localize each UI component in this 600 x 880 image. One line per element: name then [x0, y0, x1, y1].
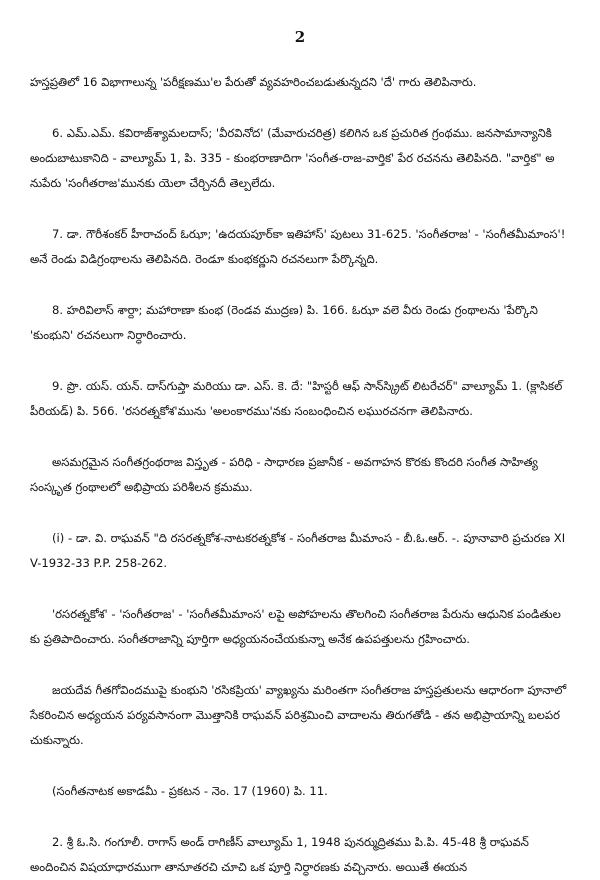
paragraph-ganguly: 2. శ్రీ ఓ.సి. గంగూలీ. రాగాస్ అండ్ రాగిణీస్ వాల్యూమ్ 1, 1948 పునర్ముద్రితము పి.పి. 45-48 శ్రీ రాఘవన్ అందించిన విషయాధారముగా తానూతరచి చూచి ఒక పూర్తి నిర్ధారణకు వచ్చినారు. అయితే ఈయన [30, 835, 529, 874]
paragraph-raghavan-ref: (i) - డా. వి. రాఘవన్ "ది రసరత్నకోశ-నాటకరత్నకోశ - సంగీతరాజ మీమాంస - బీ.ఓ.ఆర్. -. పూనావారి ప్రచురణ XIV-1932-33 P.P. 258-262. [30, 531, 566, 570]
paragraph-source-7: 7. డా. గౌరీశంకర్ హీరాచంద్ ఓఝా; 'ఉదయపూర్‌కా ఇతిహాస్' పుటలు 31-625. 'సంగీతరాజ' - 'సంగీతమీమాంస'! అనే రెండు విడిగ్రంథాలను తెలిపినది. రెండూ కుంభకర్ణుని రచనలుగా పేర్కొన్నది. [30, 227, 566, 266]
paragraph-raghavan-thesis: 'రసరత్నకోశ' - 'సంగీతరాజ' - 'సంగీతమీమాంస' లపై అపోహలను తొలగించి సంగీతరాజ పేరును ఆధునిక పండితులకు ప్రతిపాదించారు. సంగీతరాజాన్ని పూర్తిగా అధ్యయనంచేయకున్నా అనేక ఉపపత్తులను గ్రహించారు. [30, 607, 561, 646]
paragraph-source-6: 6. ఎమ్.ఎమ్. కవిరాజ్‌శ్యామలదాస్; 'వీరవినోద' (మేవారుచరిత్ర) కలిగిన ఒక ప్రచురిత గ్రంథము. జనసామాన్యానికి అందుబాటుకానిది - వాల్యూమ్ 1, పి. 335 - కుంభరాణాదిగా 'సంగీత-రాజ-వార్తిక' పేర రచనను తెలిపినది. "వార్తిక" అనుపేరు 'సంగీతరాజ'మునకు యెలా చేర్చినదీ తెల్పలేదు. [30, 126, 555, 190]
paragraph-akademi-ref: (సంగీతనాటక అకాడమీ - ప్రకటన - నెం. 17 (1960) పి. 11. [52, 784, 328, 798]
paragraph-intro: అసమగ్రమైన సంగీతగ్రంథరాజ విస్తృత - పరిధి - సాధారణ ప్రజానీక - అవగాహన కొరకు కొందరి సంగీత సాహిత్య సంస్కృత గ్రంథాలలో అభిప్రాయ పరిశీలన క్రమము. [30, 455, 538, 494]
page-number: 2 [294, 28, 306, 46]
paragraph-continuation: హస్తప్రతిలో 16 విభాగాలున్న 'పరీక్షణము'ల పేరుతో వ్యవహరించబడుతున్నదని 'దే' గారు తెలిపినారు. [30, 75, 477, 89]
paragraph-raghavan-study: జయదేవ గీతగోవిందముపై కుంభుని 'రసికప్రియ' వ్యాఖ్యను మరింతగా సంగీతరాజ హస్తప్రతులను ఆధారంగా పూనాలో సేకరించిన అధ్యయన పర్యవసానంగా మొత్తానికి రాఘవన్ పరిశ్రమించి వాదాలను తిరుగతోడి - తన అభిప్రాయాన్ని బలపరచుకున్నారు. [30, 683, 567, 747]
document-body [30, 70, 570, 880]
paragraph-source-9: 9. ప్రొ. యస్. యన్. దాస్‌గుప్తా మరియు డా. ఎస్. కె. దే: "హిస్టరీ ఆఫ్ సాన్‌స్క్రిట్ లిటరేచర్" వాల్యూమ్ 1. (క్లాసికల్ పీరియడ్) పి. 566. 'రసరత్నకోశ'మును 'అలంకారము'నకు సంబంధించిన లఘురచనగా తెలిపినారు. [30, 379, 563, 418]
paragraph-source-8: 8. హరివిలాస్ శార్దా; మహారాణా కుంభ (రెండవ ముద్రణ) పి. 166. ఓఝా వలె వీరు రెండు గ్రంథాలను 'పేర్కొని 'కుంభుని' రచనలుగా నిర్ధారించారు. [30, 303, 538, 342]
